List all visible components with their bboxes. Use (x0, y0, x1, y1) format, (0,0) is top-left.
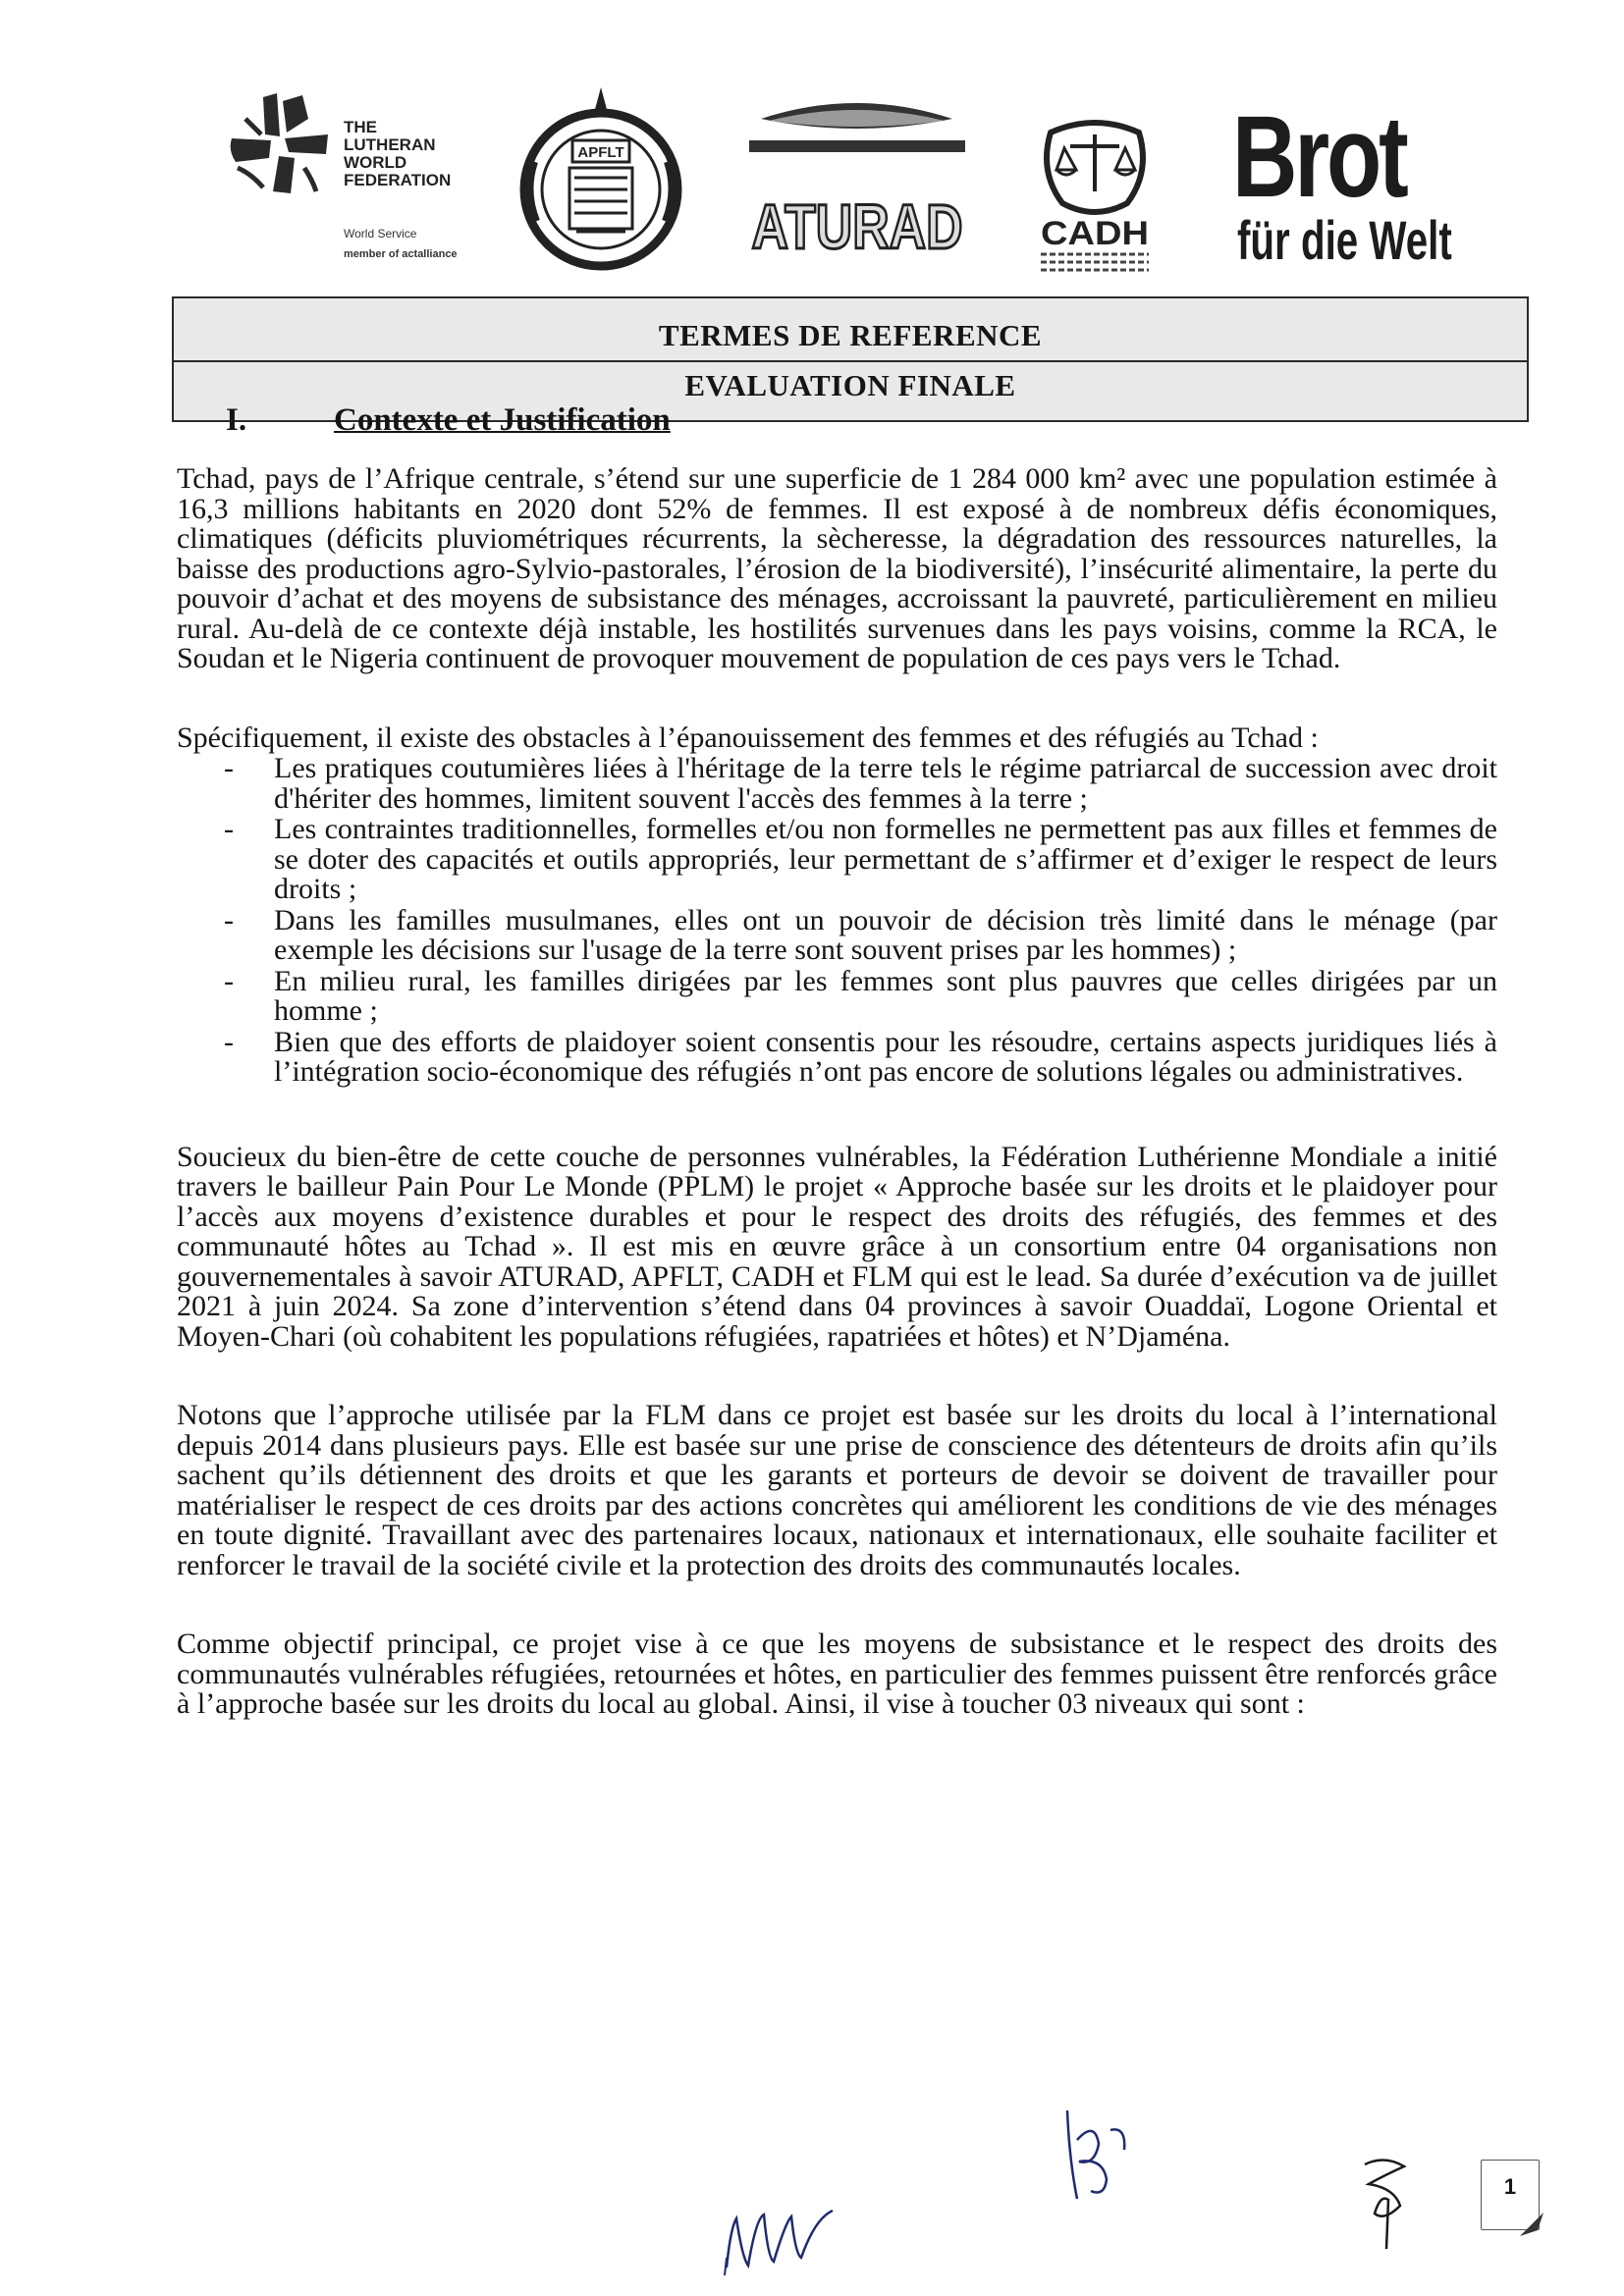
list-item-text: Bien que des efforts de plaidoyer soient consentis pour les résoudre, certains aspects juridiques liés à l’intégration socio-économique des réfugiés n’ont pas encore de solutions légales ou administratives. (274, 1025, 1497, 1088)
apflt-emblem-icon (515, 83, 687, 280)
bullet-dash: - (224, 964, 234, 997)
list-item (177, 903, 1497, 966)
paragraph-obstacles-intro: Spécifiquement, il existe des obstacles à l’épanouissement des femmes et des réfugiés au Tchad : (177, 721, 1319, 754)
brot-fur-die-welt-logo (1232, 92, 1488, 285)
list-item (177, 1025, 1497, 1088)
document-title: TERMES DE REFERENCE (658, 318, 1043, 352)
paragraph-objective: Comme objectif principal, ce projet vise à ce que les moyens de subsistance et le respect des droits des communautés vulnérables réfugiées, retournées et hôtes, en particulier des femmes puissent être renforcés grâce à l’approche basée sur les droits du local au global. Ainsi, il vise à toucher 03 niveaux qui sont : (177, 1628, 1497, 1720)
lwf-logo (226, 89, 491, 276)
bullet-dash: - (224, 813, 234, 845)
lwf-world-service: World Service (344, 227, 417, 240)
lwf-actalliance: member of actalliance (344, 248, 458, 260)
paragraph-project: Soucieux du bien-être de cette couche de personnes vulnérables, la Fédération Luthérienne Mondiale a initié travers le bailleur Pain Pour Le Monde (PPLM) le projet « Approche basée sur les droits et le plaidoyer pour l’accès aux moyens d’existence durables et pour le respect des droits des réfugiés, des femmes et des communauté hôtes au Tchad ». Il est mis en œuvre grâce à un consortium entre 04 organisations non gouvernementales à savoir ATURAD, APFLT, CADH et FLM qui est le lead. Sa durée d’exécution va de juillet 2021 à juin 2024. Sa zone d’intervention s’étend dans 04 provinces à savoir Ouaddaï, Logone Oriental et Moyen-Chari (où cohabitent les populations réfugiées, rapatriées et hôtes) et N’Djaména. (177, 1140, 1497, 1353)
bullet-dash: - (224, 752, 234, 784)
lwf-hands-icon (226, 89, 334, 197)
section-heading (226, 402, 671, 439)
document-body (177, 464, 1497, 1769)
cadh-logo (1021, 113, 1168, 280)
handwritten-initials-1 (717, 2189, 844, 2277)
cadh-text: CADH (1041, 215, 1149, 252)
list-item-text: Dans les familles musulmanes, elles ont un pouvoir de décision très limité dans le ménage (par exemple les décisions sur l'usage de la terre sont souvent prises par les hommes) ; (274, 903, 1497, 966)
handwritten-initials-2 (1056, 2101, 1134, 2209)
list-item (177, 964, 1497, 1027)
brot-subtitle: für die Welt (1237, 209, 1452, 271)
paragraph-context: Tchad, pays de l’Afrique centrale, s’étend sur une superficie de 1 284 000 km² avec une population estimée à 16,3 millions habitants en 2020 dont 52% de femmes. Il est exposé à de nombreux défis économiques, climatiques (déficits pluviométriques récurrents, la sècheresse, la dégradation des ressources naturelles, la baisse des productions agro-Sylvio-pastorales, l’érosion de la biodiversité), l’insécurité alimentaire, la perte du pouvoir d’achat et des moyens de subsistance des ménages, accroissant la pauvreté, particulièrement en milieu rural. Au-delà de ce contexte déjà instable, les hostilités survenues dans les pays voisins, comme la RCA, le Soudan et le Nigeria continuent de provoquer mouvement de population de ces pays vers le Tchad. (177, 462, 1497, 674)
cadh-scales-icon (1021, 113, 1168, 280)
apflt-text: APFLT (577, 144, 624, 161)
page-number: 1 (1503, 2174, 1517, 2199)
document-subtitle: EVALUATION FINALE (174, 360, 1527, 405)
list-item-text: En milieu rural, les familles dirigées par les femmes sont plus pauvres que celles dirigées par un homme ; (274, 964, 1497, 1027)
bullet-dash: - (224, 1025, 234, 1058)
aturad-logo (741, 91, 972, 278)
bullet-dash: - (224, 903, 234, 936)
list-item-text: Les pratiques coutumières liées à l'héritage de la terre tels le régime patriarcal de succession avec droit d'hériter des hommes, limitent souvent l'accès des femmes à la terre ; (274, 752, 1497, 815)
list-item (177, 815, 1497, 905)
partner-logos (226, 83, 1473, 290)
aturad-emblem-icon (741, 91, 972, 278)
handwritten-initials-3 (1355, 2155, 1414, 2253)
page-curl-icon (1518, 2209, 1547, 2238)
brot-wordmark: Brot (1232, 92, 1406, 222)
section-title: Contexte et Justification (334, 402, 671, 438)
section-number: I. (226, 402, 247, 438)
paragraph-approach: Notons que l’approche utilisée par la FLM dans ce projet est basée sur les droits du local à l’international depuis 2014 dans plusieurs pays. Elle est basée sur une prise de conscience des détenteurs de droits afin qu’ils sachent qu’ils détiennent des droits et que les garants et porteurs de devoir se doivent de travailler pour matérialiser le respect de ces droits par des actions concrètes qui améliorent les conditions de vie des ménages en toute dignité. Travaillant avec des partenaires locaux, nationaux et internationaux, elle souhaite faciliter et renforcer le travail de la société civile et la protection des droits des communautés locales. (177, 1399, 1497, 1581)
obstacles-block (177, 723, 1497, 1088)
list-item (177, 754, 1497, 814)
apflt-logo (515, 83, 687, 280)
aturad-text: ATURAD (751, 191, 963, 262)
lwf-wordmark: THE LUTHERAN WORLD FEDERATION (344, 118, 452, 189)
list-item-text: Les contraintes traditionnelles, formelles et/ou non formelles ne permettent pas aux filles et femmes de se doter des capacités et outils appropriés, leur permettant de s’affirmer et d’exiger le respect de leurs droits ; (274, 813, 1497, 905)
